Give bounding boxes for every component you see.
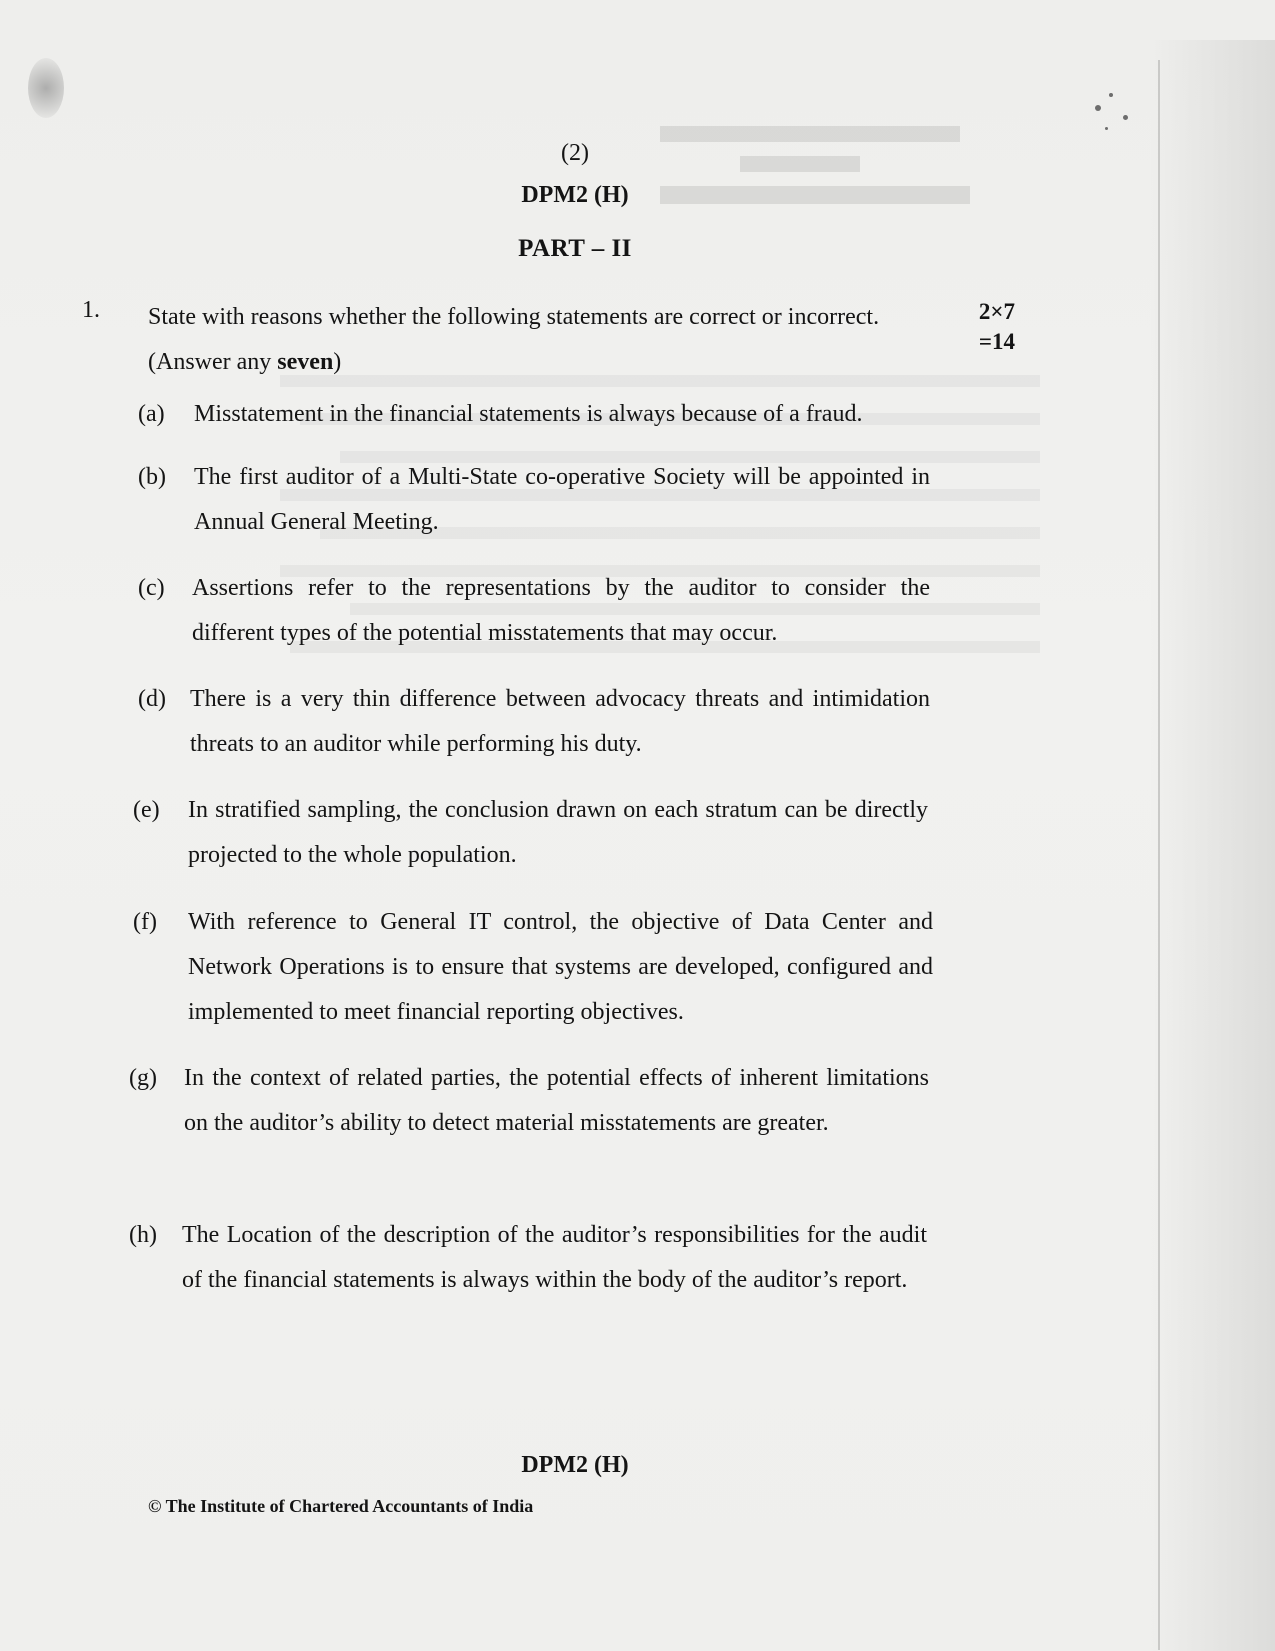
instruction-bold: seven xyxy=(277,349,334,375)
item-text: Assertions refer to the representations by the auditor to consider the different types of the potential misstatements that may occur. xyxy=(192,575,930,646)
item-label: (a) xyxy=(138,401,165,427)
item-label: (h) xyxy=(129,1222,157,1248)
scan-smudge xyxy=(28,58,64,118)
instruction-suffix: ) xyxy=(333,349,342,375)
question-stem xyxy=(148,295,948,385)
item-text: The Location of the description of the auditor’s responsibilities for the audit of the financial statements is always within the body of the auditor’s report. xyxy=(182,1222,927,1293)
page-edge-shadow xyxy=(1150,40,1275,1651)
item-label: (f) xyxy=(133,909,157,935)
marks-line: =14 xyxy=(978,329,1015,354)
item-label: (e) xyxy=(133,797,160,823)
item-text: In the context of related parties, the potential effects of inherent limitations on the auditor’s ability to detect material misstatements are greater. xyxy=(184,1065,929,1136)
list-item xyxy=(138,566,938,656)
list-item xyxy=(138,677,938,767)
list-item xyxy=(129,1056,929,1191)
question-marks xyxy=(955,298,1015,356)
item-text: In stratified sampling, the conclusion drawn on each stratum can be directly projected to the whole population. xyxy=(188,797,928,868)
item-text: Misstatement in the financial statements is always because of a fraud. xyxy=(194,401,863,427)
question-number: 1. xyxy=(82,297,100,323)
item-label: (d) xyxy=(138,686,166,712)
copyright-notice: © The Institute of Chartered Accountants of India xyxy=(148,1496,534,1516)
page-edge-line xyxy=(1158,60,1160,1650)
list-item xyxy=(138,392,938,437)
item-label: (b) xyxy=(138,464,166,490)
paper-code: DPM2 (H) xyxy=(521,182,629,208)
part-title: PART – II xyxy=(518,235,632,262)
list-item xyxy=(129,1213,929,1348)
question-instruction xyxy=(148,340,948,385)
item-text: There is a very thin difference between advocacy threats and intimidation threats to an auditor while performing his duty. xyxy=(190,686,930,757)
item-text: With reference to General IT control, the objective of Data Center and Network Operations is to ensure that systems are developed, configured and implemented to meet financial reporting objectives. xyxy=(188,909,933,1025)
question-statement: State with reasons whether the following statements are correct or incorrect. xyxy=(148,304,880,330)
list-item xyxy=(133,788,933,878)
marks-line: 2×7 xyxy=(978,299,1015,324)
scan-smudge xyxy=(1085,85,1155,145)
item-label: (g) xyxy=(129,1065,157,1091)
item-text: The first auditor of a Multi-State co-operative Society will be appointed in Annual General Meeting. xyxy=(194,464,930,535)
list-item xyxy=(133,900,933,1035)
item-label: (c) xyxy=(138,575,165,601)
bleed-through-decoration xyxy=(650,118,980,213)
footer-paper-code: DPM2 (H) xyxy=(521,1452,629,1478)
instruction-prefix: (Answer any xyxy=(148,349,278,375)
page-number: (2) xyxy=(561,140,589,166)
list-item xyxy=(138,455,938,545)
